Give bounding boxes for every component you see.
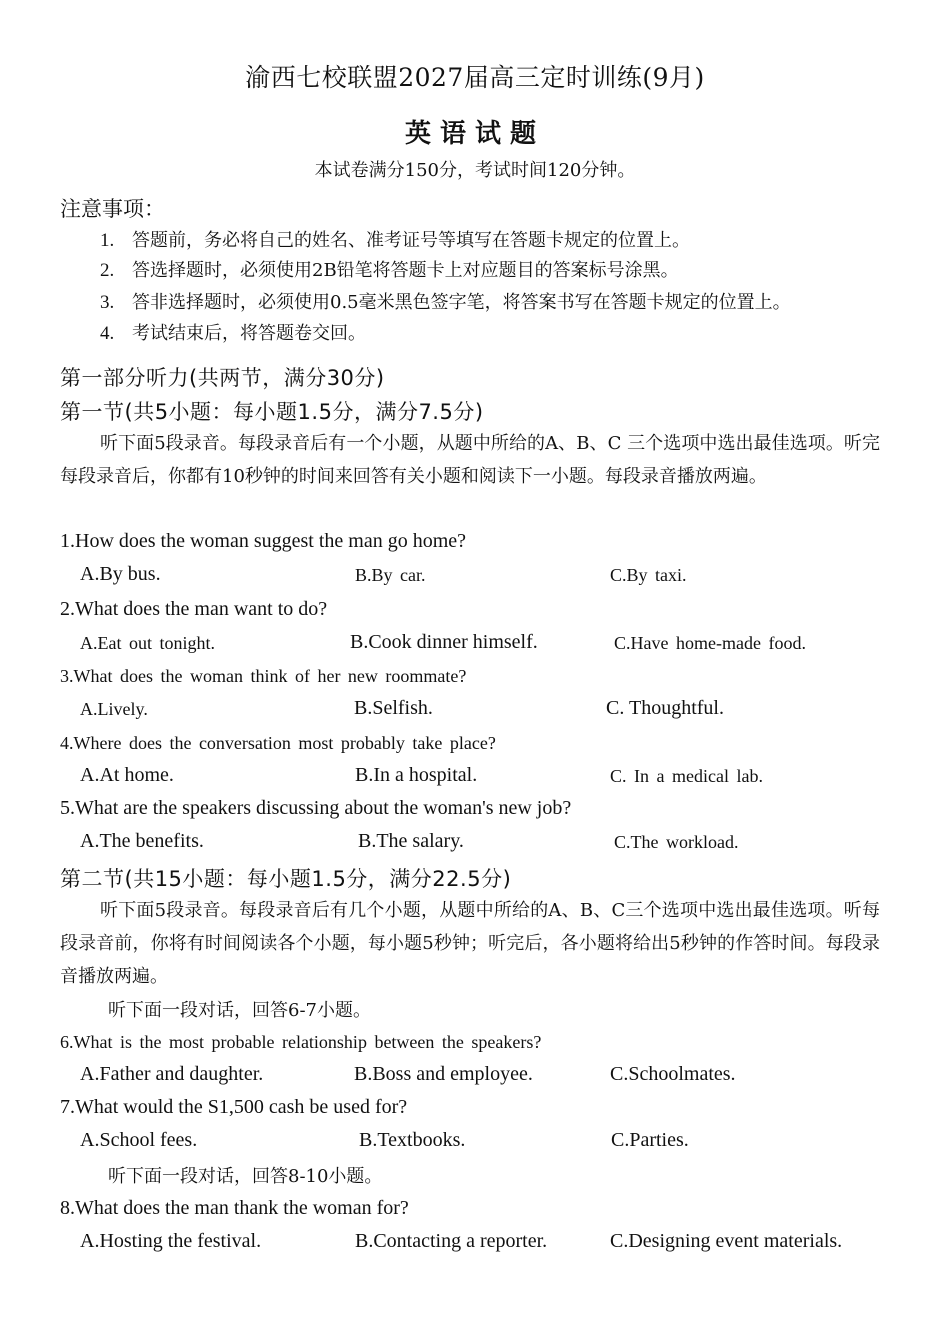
q2-option-a: A.Eat out tonight. bbox=[80, 633, 215, 653]
question-1: 1.How does the woman suggest the man go home? bbox=[60, 530, 467, 552]
q2-option-b: B.Cook dinner himself. bbox=[350, 631, 538, 653]
notice-item bbox=[100, 256, 679, 282]
question-4: 4.Where does the conversation most probably take place? bbox=[60, 733, 496, 753]
section1-heading: 第一节(共5小题：每小题1.5分，满分7.5分) bbox=[60, 400, 484, 424]
dialogue-hint-6-7: 听下面一段对话，回答6-7小题。 bbox=[108, 1000, 371, 1021]
q6-option-b: B.Boss and employee. bbox=[354, 1063, 533, 1085]
q7-option-b: B.Textbooks. bbox=[359, 1129, 466, 1151]
notice-number: 2. bbox=[100, 260, 115, 281]
q1-option-c: C.By taxi. bbox=[610, 565, 687, 585]
notice-text: 答非选择题时，必须使用0.5毫米黑色签字笔，将答案书写在答题卡规定的位置上。 bbox=[132, 292, 791, 313]
q8-option-c: C.Designing event materials. bbox=[610, 1230, 843, 1252]
notice-number: 4. bbox=[100, 323, 115, 344]
q6-option-a: A.Father and daughter. bbox=[80, 1063, 264, 1085]
q4-option-a: A.At home. bbox=[80, 764, 174, 786]
q2-option-c: C.Have home-made food. bbox=[614, 633, 806, 653]
notice-number: 3. bbox=[100, 292, 115, 313]
notice-text: 答题前，务必将自己的姓名、准考证号等填写在答题卡规定的位置上。 bbox=[132, 230, 690, 251]
exam-title: 渝西七校联盟2027届高三定时训练(9月) bbox=[245, 63, 705, 92]
q5-option-c: C.The workload. bbox=[614, 832, 739, 852]
question-5: 5.What are the speakers discussing about the woman's new job? bbox=[60, 797, 572, 819]
subject-title: 英语试题 bbox=[404, 119, 545, 149]
q3-option-c: C. Thoughtful. bbox=[606, 697, 724, 719]
q3-option-a: A.Lively. bbox=[80, 699, 148, 719]
dialogue-hint-8-10: 听下面一段对话，回答8-10小题。 bbox=[108, 1166, 383, 1187]
part1-heading: 第一部分听力(共两节，满分30分) bbox=[60, 366, 385, 390]
question-6: 6.What is the most probable relationship between the speakers? bbox=[60, 1032, 542, 1052]
notice-text: 答选择题时，必须使用2B铅笔将答题卡上对应题目的答案标号涂黑。 bbox=[132, 260, 679, 281]
q1-option-a: A.By bus. bbox=[80, 563, 161, 585]
q1-option-b: B.By car. bbox=[355, 565, 426, 585]
q6-option-c: C.Schoolmates. bbox=[610, 1063, 736, 1085]
q5-option-a: A.The benefits. bbox=[80, 830, 204, 852]
q8-option-a: A.Hosting the festival. bbox=[80, 1230, 262, 1252]
q4-option-c: C. In a medical lab. bbox=[610, 766, 763, 786]
question-2: 2.What does the man want to do? bbox=[60, 598, 328, 620]
section2-instructions: 听下面5段录音。每段录音后有几个小题，从题中所给的A、B、C三个选项中选出最佳选项。听每段录音前，你将有时间阅读各个小题，每小题5秒钟；听完后，各小题将给出5秒钟的作答时间。每段录音播放两遍。 bbox=[60, 900, 880, 987]
q3-option-b: B.Selfish. bbox=[354, 697, 433, 719]
question-3: 3.What does the woman think of her new roommate? bbox=[60, 666, 467, 686]
notice-item bbox=[100, 288, 791, 314]
notice-item bbox=[100, 226, 690, 252]
notice-number: 1. bbox=[100, 230, 115, 251]
notice-heading: 注意事项： bbox=[60, 197, 165, 221]
q5-option-b: B.The salary. bbox=[358, 830, 464, 852]
notice-item bbox=[100, 319, 366, 345]
exam-info: 本试卷满分150分，考试时间120分钟。 bbox=[314, 160, 636, 181]
q8-option-b: B.Contacting a reporter. bbox=[355, 1230, 548, 1252]
q4-option-b: B.In a hospital. bbox=[355, 764, 478, 786]
section2-heading: 第二节(共15小题：每小题1.5分，满分22.5分) bbox=[60, 867, 512, 891]
q7-option-a: A.School fees. bbox=[80, 1129, 198, 1151]
question-8: 8.What does the man thank the woman for? bbox=[60, 1197, 409, 1219]
section1-instructions: 听下面5段录音。每段录音后有一个小题，从题中所给的A、B、C 三个选项中选出最佳选项。听完每段录音后，你都有10秒钟的时间来回答有关小题和阅读下一小题。每段录音播放两遍。 bbox=[60, 433, 880, 487]
question-7: 7.What would the S1,500 cash be used for? bbox=[60, 1096, 408, 1118]
q7-option-c: C.Parties. bbox=[611, 1129, 689, 1151]
notice-text: 考试结束后，将答题卷交回。 bbox=[132, 323, 366, 344]
